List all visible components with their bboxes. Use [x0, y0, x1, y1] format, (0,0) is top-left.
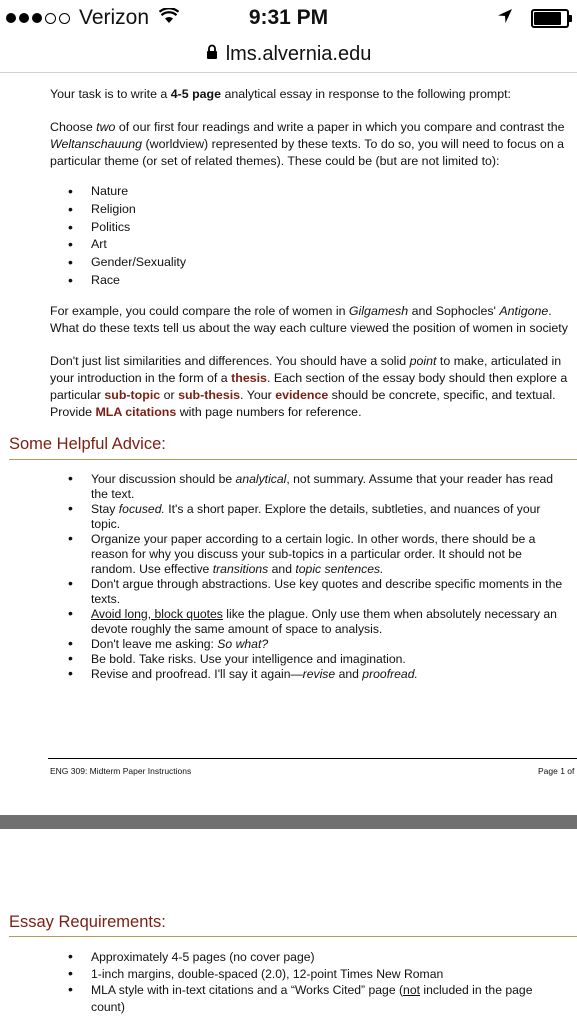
prompt-paragraph: Choose two of our first four readings and write a paper in which you compare and contrast the Weltanschauung (worldview) represented by these texts. To do so, you will need to focus on a particular theme (or set of related themes). These could be (but are not limited to): [50, 120, 565, 168]
list-item: • Don't leave me asking: So what? [68, 637, 577, 652]
list-item: • Nature [68, 183, 186, 201]
list-item: • Your discussion should be analytical, not summary. Assume that your reader has read the text. [68, 472, 577, 502]
footer-title: ENG 309: Midterm Paper Instructions [50, 766, 192, 776]
list-item: • MLA style with in-text citations and a “Works Cited” page (not included in the page count) [68, 982, 577, 1015]
advice-heading: Some Helpful Advice: [9, 435, 166, 453]
status-bar [0, 0, 577, 36]
url-text: lms.alvernia.edu [225, 42, 372, 65]
list-item: • Art [68, 236, 186, 254]
list-item: • Gender/Sexuality [68, 254, 186, 272]
clock: 9:31 PM [248, 6, 329, 29]
heading-rule [9, 459, 577, 460]
list-item: • Be bold. Take risks. Use your intelligence and imagination. [68, 652, 577, 667]
heading-rule [9, 936, 577, 937]
list-item: • Race [68, 272, 186, 290]
address-bar[interactable] [0, 36, 577, 73]
list-item: • Approximately 4-5 pages (no cover page) [68, 949, 577, 966]
example-paragraph: For example, you could compare the role of women in Gilgamesh and Sophocles' Antigone. What do these texts tell us about the way each culture viewed the position of women in society [50, 304, 568, 335]
list-item: • Organize your paper according to a certain logic. In other words, there should be a reason for why you discuss your sub-topics in a particular order. It should not be random. Use effective transitions and topic sentences. [68, 532, 577, 577]
list-item: • 1-inch margins, double-spaced (2.0), 12-point Times New Roman [68, 966, 577, 983]
list-item: • Don't argue through abstractions. Use key quotes and describe specific moments in the texts. [68, 577, 577, 607]
page-number: Page 1 of [538, 766, 575, 776]
page-break [0, 815, 577, 829]
list-item: • Politics [68, 219, 186, 237]
list-item: • Revise and proofread. I'll say it again—revise and proofread. [68, 667, 577, 682]
carrier-name: Verizon [79, 6, 150, 29]
list-item: • Avoid long, block quotes like the plague. Only use them when absolutely necessary an devote roughly the same amount of space to analysis. [68, 607, 577, 637]
advice-list [68, 472, 577, 682]
list-item: • Stay focused. It's a short paper. Explore the details, subtleties, and nuances of your topic. [68, 502, 577, 532]
list-item: • Religion [68, 201, 186, 219]
status-right [497, 8, 569, 29]
requirements-heading: Essay Requirements: [9, 913, 166, 931]
instructions-paragraph: Don't just list similarities and differences. You should have a solid point to make, articulated in your introduction in the form of a thesis. Each section of the essay body should then explore a particular sub-topic or sub-thesis. Your evidence should be concrete, specific, and textual. Provide MLA citations with page numbers for reference. [50, 354, 568, 419]
footer-rule [48, 758, 577, 759]
intro-paragraph: Your task is to write a 4-5 page analytical essay in response to the following prompt: [50, 87, 511, 101]
requirements-list [68, 949, 577, 1015]
location-arrow-icon [497, 8, 513, 29]
battery-icon [531, 9, 569, 28]
lock-icon [206, 43, 218, 66]
themes-list [68, 183, 186, 290]
